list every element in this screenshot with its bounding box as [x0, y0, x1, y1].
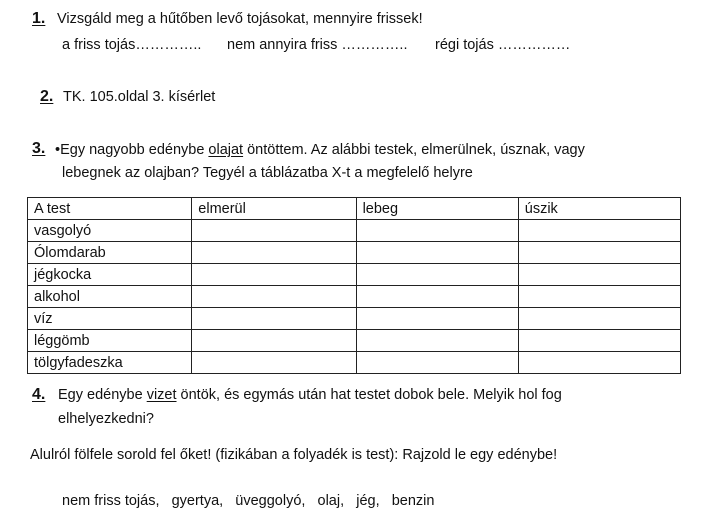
table-cell-hovers[interactable]: [356, 352, 518, 374]
q4-item: benzin: [391, 493, 435, 509]
table-cell-hovers[interactable]: [356, 286, 518, 308]
q4-line1: [58, 384, 562, 406]
table-cell-hovers[interactable]: [356, 308, 518, 330]
table-cell-floats[interactable]: [518, 264, 680, 286]
table-cell-floats[interactable]: [518, 242, 680, 264]
q1-option-less-fresh: nem annyira friss …………..: [227, 37, 408, 53]
q2-number-label: 2.: [40, 88, 54, 105]
table-cell-sinks[interactable]: [192, 308, 356, 330]
q2-number: [40, 88, 53, 106]
answer-table-body: [28, 198, 681, 374]
q1-number-label: 1.: [32, 10, 46, 27]
q3-underlined-word: olajat: [208, 142, 244, 158]
q4-instruction: Alulról fölfele sorold fel őket! (fizikában a folyadék is test): Rajzold le egy edénybe!: [30, 447, 558, 463]
table-cell-test-name: léggömb: [28, 330, 192, 352]
q4-item: olaj,: [317, 493, 345, 509]
table-cell-test-name: alkohol: [28, 286, 192, 308]
q3-number: [32, 140, 45, 158]
table-cell-floats[interactable]: [518, 220, 680, 242]
table-cell-sinks[interactable]: [192, 242, 356, 264]
q1-number: [32, 10, 45, 28]
q3-line2: lebegnek az olajban? Tegyél a táblázatba X-t a megfelelő helyre: [62, 165, 473, 181]
table-cell-sinks[interactable]: [192, 330, 356, 352]
table-row: [28, 242, 681, 264]
table-cell-hovers[interactable]: [356, 220, 518, 242]
q4-item: nem friss tojás,: [62, 493, 160, 509]
table-cell-test-name: Ólomdarab: [28, 242, 192, 264]
table-cell-sinks[interactable]: [192, 220, 356, 242]
q4-underlined-word: vizet: [146, 387, 177, 403]
q3-line1-before: Egy nagyobb edénybe: [60, 142, 209, 158]
q4-line1-after: öntök, és egymás után hat testet dobok bele. Melyik hol fog: [176, 387, 562, 403]
q1-text: Vizsgáld meg a hűtőben levő tojásokat, mennyire frissek!: [57, 11, 423, 27]
table-cell-test-name: tölgyfadeszka: [28, 352, 192, 374]
table-cell-sinks[interactable]: [192, 352, 356, 374]
answer-table: [27, 197, 681, 374]
table-cell-test-name: víz: [28, 308, 192, 330]
table-row: [28, 352, 681, 374]
table-cell-floats[interactable]: [518, 286, 680, 308]
table-row: [28, 330, 681, 352]
q4-items: [62, 490, 434, 512]
table-cell-hovers[interactable]: [356, 242, 518, 264]
table-row: [28, 308, 681, 330]
header-cell-sinks: elmerül: [192, 198, 356, 220]
table-header-row: [28, 198, 681, 220]
table-cell-sinks[interactable]: [192, 264, 356, 286]
table-cell-hovers[interactable]: [356, 330, 518, 352]
table-row: [28, 220, 681, 242]
table-cell-floats[interactable]: [518, 352, 680, 374]
q3-line1-after: öntöttem. Az alábbi testek, elmerülnek, úsznak, vagy: [243, 142, 585, 158]
header-cell-hovers: lebeg: [356, 198, 518, 220]
table-row: [28, 264, 681, 286]
q4-line2: elhelyezkedni?: [58, 411, 154, 427]
q4-line1-before: Egy edénybe: [58, 387, 147, 403]
table-row: [28, 286, 681, 308]
q1-option-fresh: a friss tojás…………..: [62, 37, 202, 53]
header-cell-test: A test: [28, 198, 192, 220]
q3-bullet: •: [55, 142, 61, 158]
q4-number-label: 4.: [32, 386, 46, 403]
q4-item: jég,: [356, 493, 380, 509]
table-cell-test-name: jégkocka: [28, 264, 192, 286]
table-cell-floats[interactable]: [518, 330, 680, 352]
table-cell-sinks[interactable]: [192, 286, 356, 308]
q1-option-old: régi tojás ……………: [435, 37, 571, 53]
table-cell-test-name: vasgolyó: [28, 220, 192, 242]
table-cell-hovers[interactable]: [356, 264, 518, 286]
table-cell-floats[interactable]: [518, 308, 680, 330]
q3-line1: [55, 139, 585, 161]
q2-text: TK. 105.oldal 3. kísérlet: [63, 89, 216, 105]
header-cell-floats: úszik: [518, 198, 680, 220]
q4-item: üveggolyó,: [235, 493, 306, 509]
q4-number: [32, 386, 45, 404]
q4-item: gyertya,: [171, 493, 224, 509]
q3-number-label: 3.: [32, 140, 46, 157]
